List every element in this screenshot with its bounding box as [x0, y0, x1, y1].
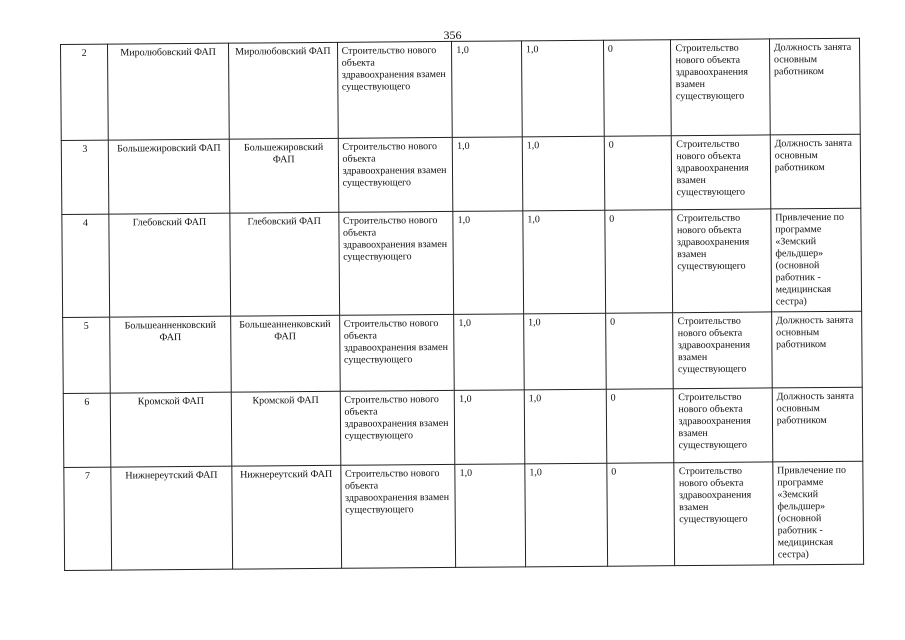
- facility-name: Глебовский ФАП: [109, 213, 231, 317]
- table-row: [62, 208, 862, 317]
- work-type: Строительство нового объекта здравоохранения взамен существующего: [340, 390, 455, 465]
- row-number: 6: [63, 393, 111, 467]
- value-2: 1,0: [525, 463, 608, 567]
- value-2: 1,0: [524, 313, 607, 390]
- facility-name: Большеанненковский ФАП: [110, 316, 231, 393]
- value-1: 1,0: [454, 390, 524, 465]
- value-3: 0: [606, 389, 674, 464]
- work-type: Строительство нового объекта здравоохранения взамен существующего: [340, 464, 456, 568]
- table-row: [61, 134, 861, 214]
- value-1: 1,0: [454, 314, 524, 391]
- facility-name: Нижнереутский ФАП: [111, 466, 233, 570]
- row-number: 2: [61, 44, 109, 140]
- facility-name: Большежировский ФАП: [108, 139, 229, 214]
- value-1: 1,0: [452, 41, 522, 138]
- value-2: 1,0: [521, 40, 604, 137]
- value-3: 0: [603, 40, 671, 137]
- document-table-container: [60, 38, 864, 571]
- staffing-status: Должность занята основным работником: [772, 387, 863, 462]
- row-number: 7: [64, 467, 112, 570]
- fap-table: [60, 38, 864, 571]
- work-type-2: Строительство нового объекта здравоохранения взамен существующего: [672, 209, 771, 313]
- value-3: 0: [607, 463, 675, 567]
- table-row: [63, 311, 863, 393]
- value-1: 1,0: [455, 464, 525, 568]
- staffing-status: Привлечение по программе «Земский фельдшер» (основной работник - медицинская сестра): [773, 461, 864, 565]
- value-1: 1,0: [453, 211, 523, 315]
- row-number: 4: [62, 214, 110, 317]
- staffing-status: Должность занята основным работником: [770, 134, 861, 209]
- facility-name-2: Кромской ФАП: [231, 391, 340, 466]
- work-type-2: Строительство нового объекта здравоохранения взамен существующего: [674, 462, 773, 566]
- facility-name-2: Нижнереутский ФАП: [232, 465, 341, 569]
- facility-name-2: Большежировский ФАП: [229, 138, 338, 213]
- table-row: [61, 38, 861, 140]
- staffing-status: Привлечение по программе «Земский фельдшер» (основной работник - медицинская сестра): [771, 208, 862, 312]
- row-number: 3: [61, 140, 109, 214]
- facility-name-2: Большеанненковский ФАП: [231, 315, 340, 392]
- value-2: 1,0: [523, 210, 606, 314]
- table-row: [63, 387, 863, 467]
- value-3: 0: [605, 313, 673, 390]
- table-row: [64, 461, 864, 570]
- facility-name-2: Глебовский ФАП: [230, 212, 339, 316]
- work-type: Строительство нового объекта здравоохранения взамен существующего: [339, 314, 454, 391]
- staffing-status: Должность занята основным работником: [769, 38, 860, 135]
- work-type-2: Строительство нового объекта здравоохранения взамен существующего: [673, 312, 772, 389]
- value-2: 1,0: [524, 389, 607, 464]
- work-type-2: Строительство нового объекта здравоохранения взамен существующего: [674, 388, 773, 463]
- facility-name-2: Миролюбовский ФАП: [228, 42, 337, 139]
- work-type: Строительство нового объекта здравоохранения взамен существующего: [337, 41, 452, 138]
- value-2: 1,0: [522, 136, 605, 211]
- value-3: 0: [604, 136, 672, 211]
- facility-name: Миролюбовский ФАП: [108, 43, 230, 140]
- work-type-2: Строительство нового объекта здравоохранения взамен существующего: [672, 135, 771, 210]
- facility-name: Кромской ФАП: [110, 392, 231, 467]
- value-1: 1,0: [453, 137, 523, 212]
- work-type: Строительство нового объекта здравоохранения взамен существующего: [338, 211, 454, 315]
- staffing-status: Должность занята основным работником: [771, 311, 862, 388]
- row-number: 5: [63, 317, 111, 393]
- page-number: 356: [443, 28, 462, 42]
- work-type: Строительство нового объекта здравоохранения взамен существующего: [338, 137, 453, 212]
- value-3: 0: [605, 210, 673, 314]
- work-type-2: Строительство нового объекта здравоохранения взамен существующего: [671, 39, 770, 136]
